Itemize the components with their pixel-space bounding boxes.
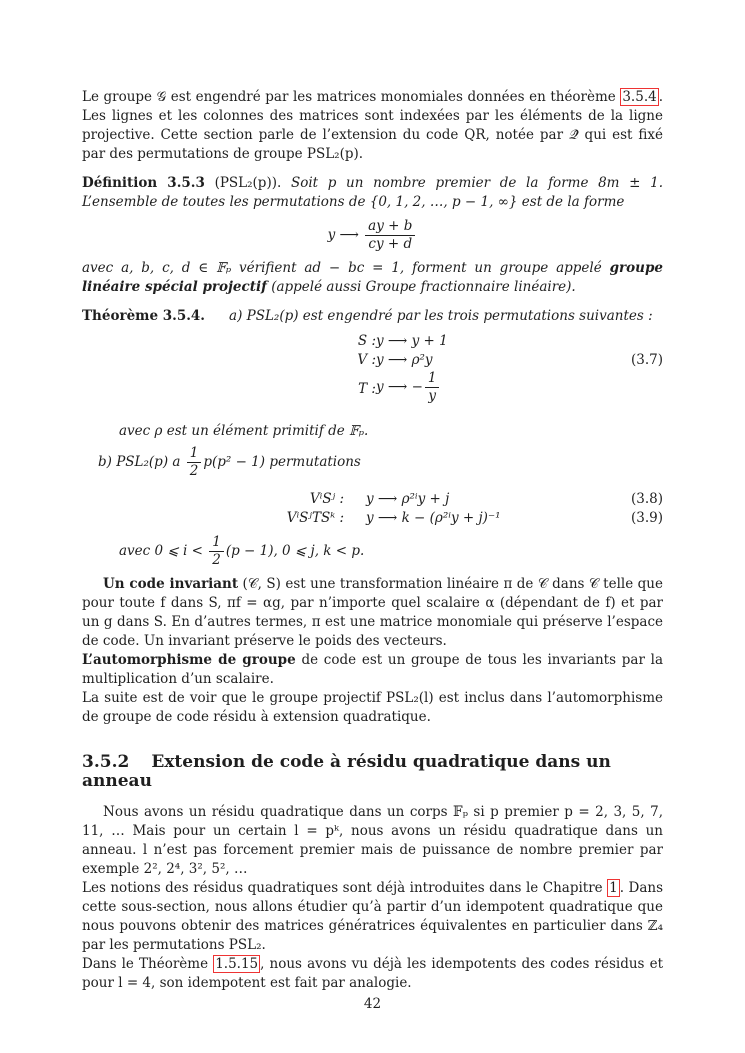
eq-vsts: y ⟶ k − (ρ²ⁱy + j)⁻¹: [366, 510, 501, 526]
definition-formula: [82, 218, 663, 253]
ref-theorem-1-5-15[interactable]: 1.5.15: [215, 956, 259, 972]
part-b-denominator: 2: [189, 463, 199, 479]
eq-s-name: S :: [357, 333, 376, 349]
eq-t-denominator: y: [428, 388, 436, 404]
page-number: 42: [363, 996, 382, 1012]
invariant-text: (𝒞, S) est une transformation linéaire π de 𝒞 dans 𝒞 telle que pour toute f dans S, πf = αg, par n’importe quel scalaire α (dépendant de f) et par un g dans S. En d’autres termes, π est une matrice monomiale qui préserve l’espace de code. Un invariant préserve le poids des vecteurs.: [82, 576, 663, 649]
section-heading: [82, 753, 663, 791]
condition-text: avec 0 ⩽ i <: [119, 543, 208, 559]
eq-vs-name: VⁱSʲ :: [309, 491, 344, 507]
automorphism-text: de code est un groupe de tous les invariants par la multiplication d’un scalaire.: [82, 652, 663, 687]
part-b-text-2: p(p² − 1) permutations: [203, 454, 361, 470]
theorem-ref-text: Dans le Théorème: [82, 956, 214, 972]
eq-t: [376, 370, 441, 405]
ref-chapter-1[interactable]: 1: [609, 880, 618, 896]
definition-title: (PSL₂(p)).: [214, 175, 282, 191]
invariant-paragraph: [82, 575, 663, 651]
theorem-rho-text: avec ρ est un élément primitif de 𝔽ₚ.: [119, 423, 369, 439]
part-b-numerator: 1: [187, 445, 202, 463]
theorem-part-a: a) PSL₂(p) est engendré par les trois permutations suivantes :: [229, 308, 653, 324]
eq-v: y ⟶ ρ²y: [376, 352, 433, 368]
part-b-text: b) PSL₂(p) a: [98, 454, 185, 470]
equation-label-3-8: (3.8): [630, 491, 663, 507]
formula-numerator: ay + b: [365, 218, 415, 236]
notions-text-2: . Dans cette sous-section, nous allons étudier qu’à partir d’un idempotent quadratique que nous pouvons obtenir des matrices génératrices équivalentes en particulier dans ℤ₄ par les permutations PSL₂.: [82, 880, 664, 953]
formula-fraction: [365, 218, 415, 253]
notions-text: Les notions des résidus quadratiques sont déjà introduites dans le Chapitre: [82, 880, 608, 896]
definition-after: [82, 259, 663, 297]
eq-vsts-name: VⁱSʲTSᵏ :: [286, 510, 344, 526]
eq-t-numerator: 1: [425, 370, 440, 388]
equation-label-3-9: (3.9): [630, 510, 663, 526]
eq-s: y ⟶ y + 1: [376, 333, 448, 349]
part-b-fraction: [187, 445, 202, 480]
page-body: [82, 88, 663, 993]
section-number: 3.5.2: [82, 752, 130, 772]
equation-block-3-8-3-9: [82, 490, 663, 530]
condition-numerator: 1: [209, 534, 224, 552]
eq-t-fraction: [425, 370, 440, 405]
equation-block-3-7: [82, 332, 663, 416]
formula-lhs: y ⟶: [327, 227, 359, 243]
definition-after-text-2: (appelé aussi Groupe fractionnaire linéaire).: [266, 279, 576, 295]
definition-text: Soit p un nombre premier de la forme 8m ± 1. L’ensemble de toutes les permutations de {0, 1, 2, …, p − 1, ∞} est de la forme: [82, 175, 663, 210]
definition-3-5-3: [82, 174, 663, 212]
definition-after-text: avec a, b, c, d ∈ 𝔽ₚ vérifient ad − bc = 1, forment un groupe appelé: [82, 260, 610, 276]
theorem-3-5-4: [82, 307, 663, 326]
theorem-part-b: [98, 445, 663, 480]
formula-denominator: cy + d: [368, 236, 413, 252]
eq-t-lhs: y ⟶ −: [376, 379, 423, 395]
condition-fraction: [209, 534, 224, 569]
intro-paragraph: [82, 88, 663, 164]
condition-text-2: (p − 1), 0 ⩽ j, k < p.: [225, 543, 365, 559]
definition-term: groupe linéaire spécial projectif: [82, 260, 663, 295]
eq-t-name: T :: [358, 381, 376, 397]
section-title: Extension de code à résidu quadratique dans un anneau: [82, 752, 611, 791]
residue-paragraph: Nous avons un résidu quadratique dans un corps 𝔽ₚ si p premier p = 2, 3, 5, 7, 11, … Mais pour un certain l = pᵏ, nous avons un résidu quadratique dans un anneau. l n’est pas forcement premier mais de puissance de nombre premier par exemple 2², 2⁴, 3², 5², …: [82, 804, 663, 877]
theorem-condition: [119, 534, 663, 569]
automorphism-term: L’automorphisme de groupe: [82, 652, 296, 668]
definition-label: Définition 3.5.3: [82, 175, 205, 191]
theorem-label: Théorème 3.5.4.: [82, 308, 206, 324]
suite-paragraph: La suite est de voir que le groupe projectif PSL₂(l) est inclus dans l’automorphisme de groupe de code résidu à extension quadratique.: [82, 690, 663, 725]
eq-v-name: V :: [357, 352, 376, 368]
notions-paragraph: [82, 879, 663, 955]
intro-text-cont: . Les lignes et les colonnes des matrices sont indexées par les éléments de la ligne projective. Cette section parle de l’extension du code QR, notée par 𝒬̂ qui est fixé par des permutations de groupe PSL₂(p).: [82, 89, 663, 162]
theorem-ref-text-2: , nous avons vu déjà les idempotents des codes résidus et pour l = 4, son idempotent est fait par analogie.: [82, 956, 663, 991]
theorem-ref-paragraph: [82, 955, 663, 993]
intro-text: Le groupe 𝒢 est engendré par les matrices monomiales données en théorème: [82, 89, 616, 105]
invariant-term: Un code invariant: [103, 576, 239, 592]
ref-theorem-3-5-4[interactable]: 3.5.4: [622, 89, 657, 105]
equation-label-3-7: (3.7): [630, 352, 663, 368]
automorphism-paragraph: [82, 651, 663, 689]
condition-denominator: 2: [212, 552, 221, 568]
eq-vs: y ⟶ ρ²ⁱy + j: [366, 491, 450, 507]
